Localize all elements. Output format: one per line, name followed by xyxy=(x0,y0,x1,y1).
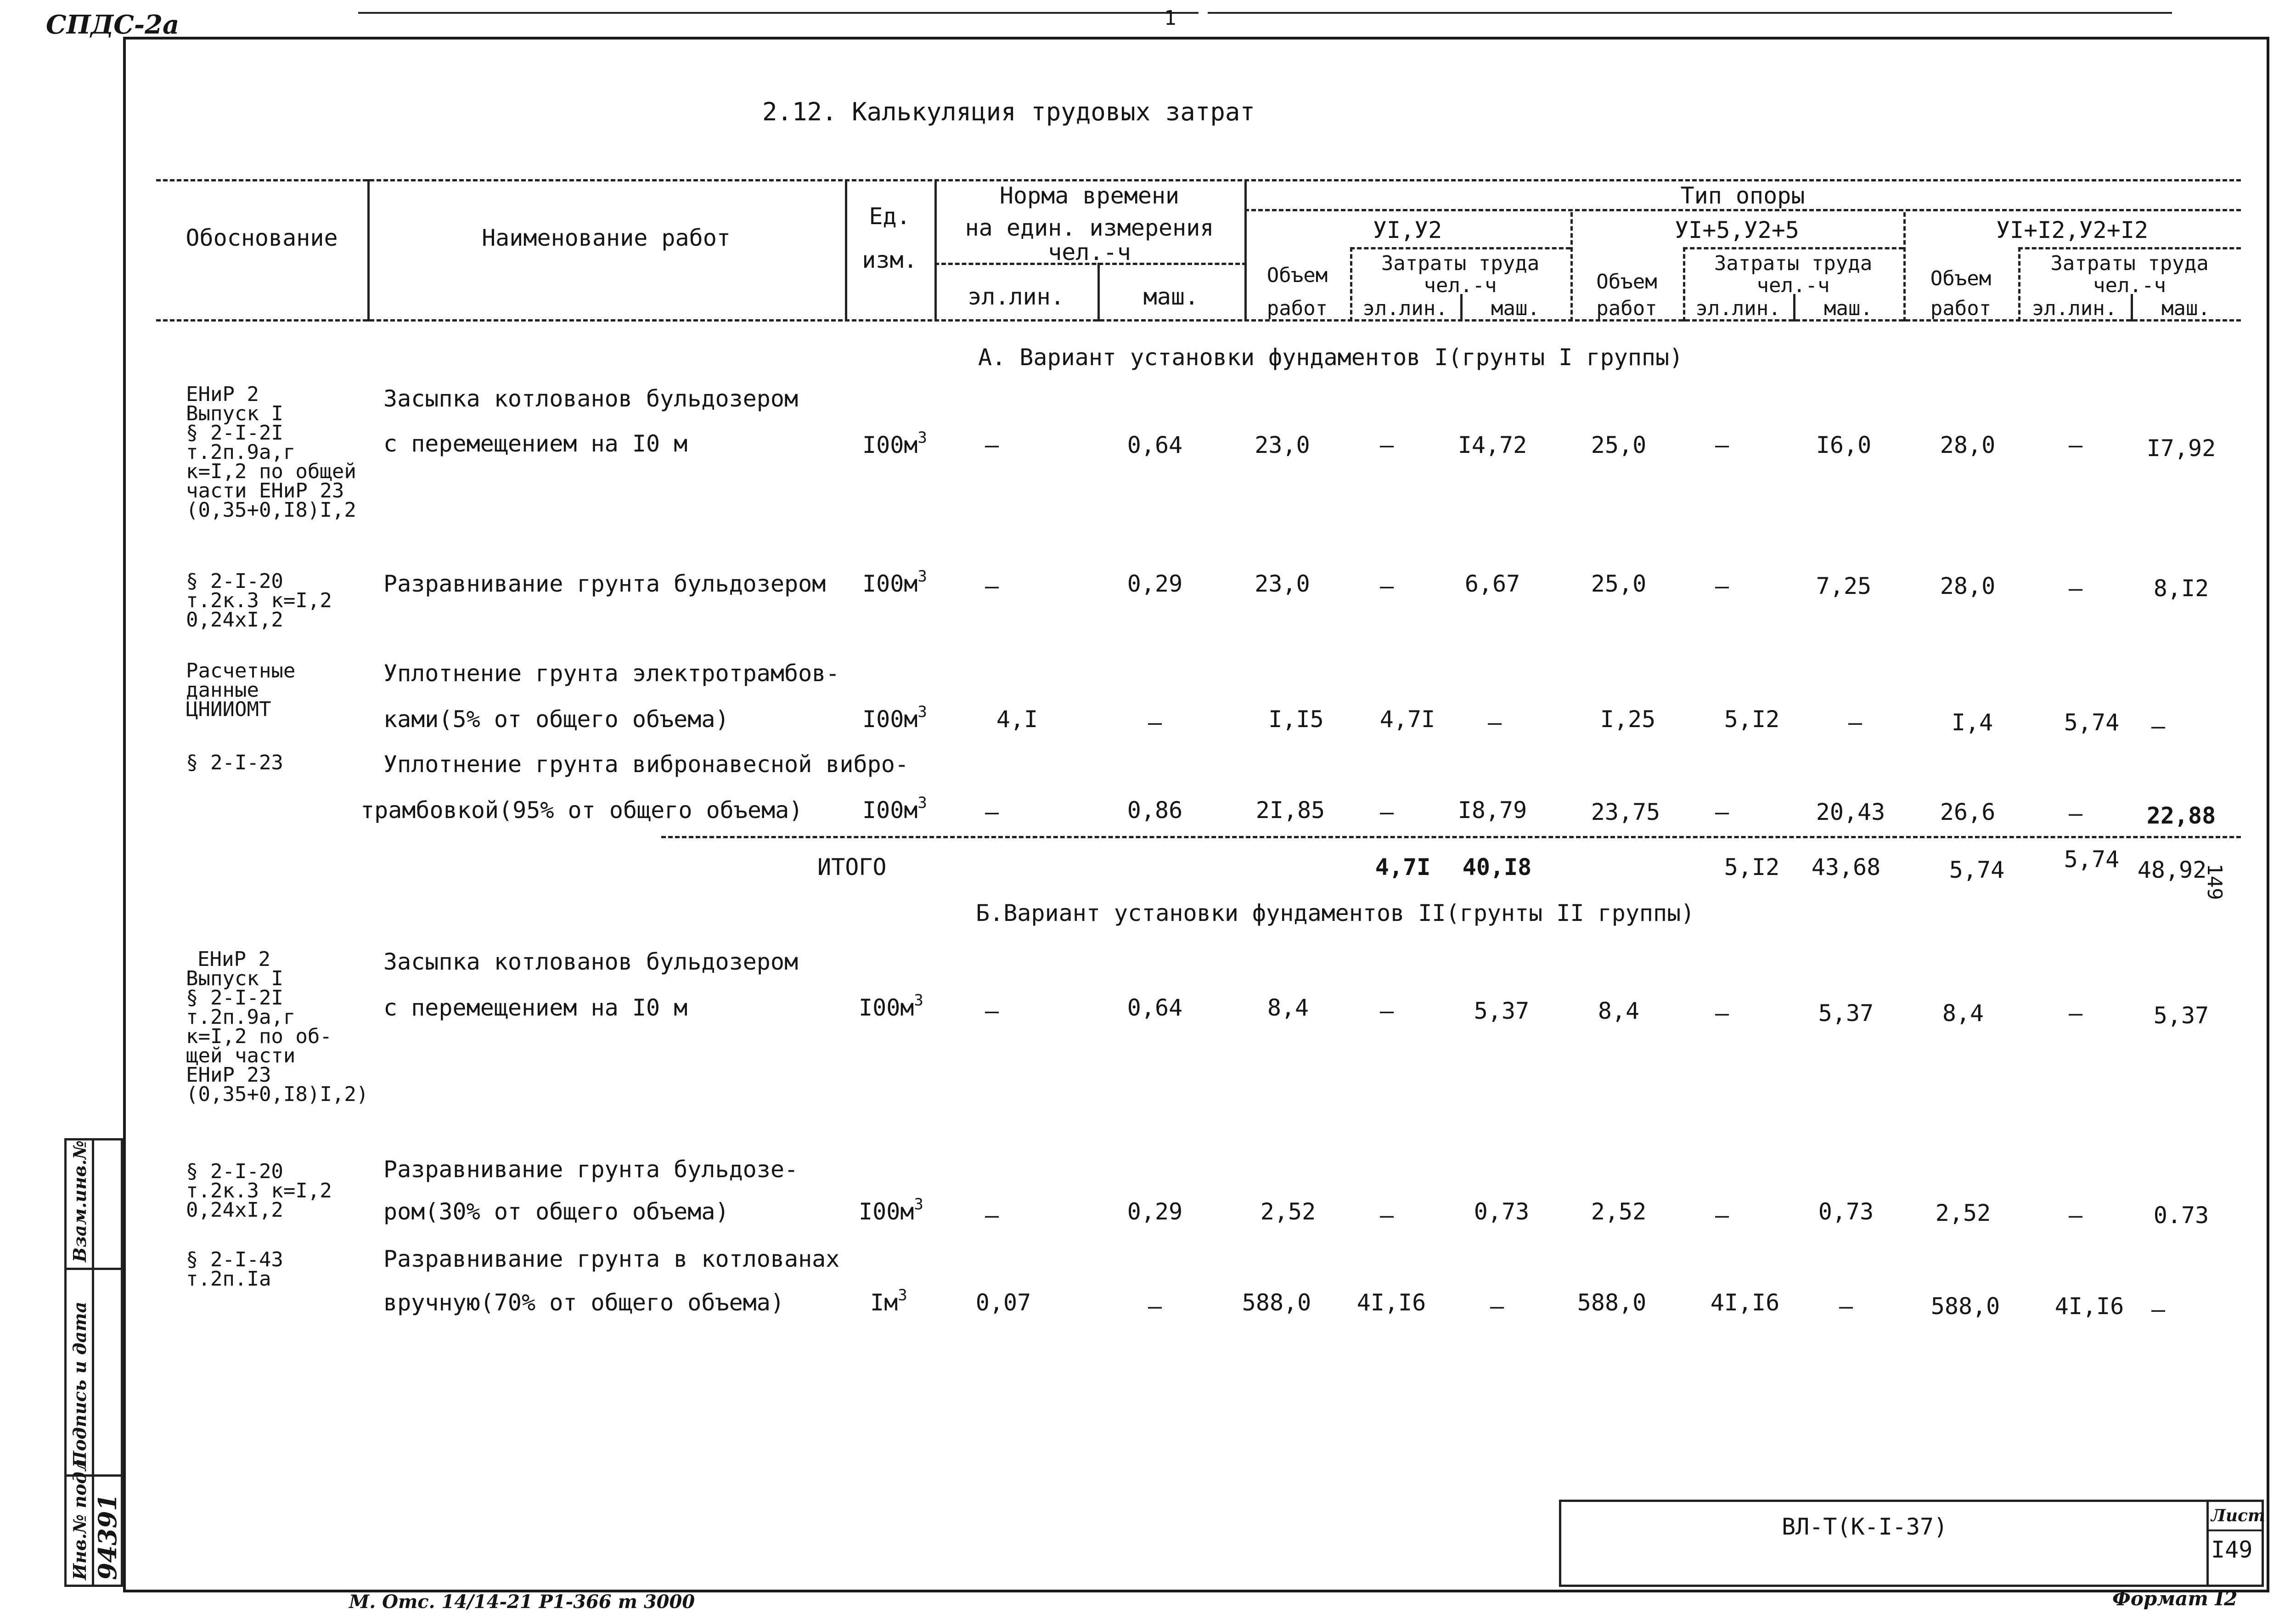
cell-norma-mash: – xyxy=(1148,709,1162,736)
sub-mash: маш. xyxy=(1824,297,1873,320)
header-top-rule xyxy=(156,179,2241,181)
basis-line: § 2-I-2I xyxy=(186,421,283,445)
cell-el-2: 4I,I6 xyxy=(1710,1289,1780,1316)
cell-el-2: – xyxy=(1715,573,1729,599)
cell-el-2: – xyxy=(1715,1000,1729,1027)
sub-el-lin: эл.лин. xyxy=(2032,297,2117,320)
basis-line: к=I,2 по об- xyxy=(186,1025,332,1048)
corner-mark: СПДС-2а xyxy=(46,10,180,40)
title-block-box xyxy=(1559,1500,2264,1587)
cell-mash-3: I7,92 xyxy=(2146,435,2216,462)
cell-el-2: – xyxy=(1715,432,1729,458)
cell-obem-1: 23,0 xyxy=(1255,432,1310,458)
cell-mash-1: 6,67 xyxy=(1464,570,1520,597)
cell-obem-1: 8,4 xyxy=(1267,994,1309,1021)
group-label-2: УI+5,У2+5 xyxy=(1675,217,1799,243)
header-bottom-rule xyxy=(156,319,2241,322)
cell-el-1: – xyxy=(1379,998,1394,1024)
itogo-mash-3: 48,92 xyxy=(2137,857,2207,883)
basis-line: § 2-I-2I xyxy=(186,986,283,1010)
cell-mash-3: 8,I2 xyxy=(2153,575,2209,602)
cell-el-3: – xyxy=(2068,1202,2083,1229)
section-a-heading: А. Вариант установки фундаментов I(грунты I группы) xyxy=(978,344,1683,371)
header-norma: Норма времени xyxy=(999,182,1180,209)
itogo-val-3: 5,74 xyxy=(1949,857,2005,883)
basis-line: 0,24хI,2 xyxy=(186,1198,283,1222)
sub-mash: маш. xyxy=(1491,297,1540,320)
cell-mash-3: – xyxy=(2151,713,2166,739)
top-edge-line-right xyxy=(1208,12,2172,14)
basis-line: Выпуск I xyxy=(186,402,283,425)
itogo-mash-1: 40,I8 xyxy=(1462,854,1532,880)
cell-el-3: – xyxy=(2068,575,2083,602)
cell-obem-1: I,I5 xyxy=(1268,706,1324,733)
side-label-podpis: Подпись и дата xyxy=(69,1301,90,1467)
cell-el-3: – xyxy=(2068,800,2083,827)
header-mash: маш. xyxy=(1143,283,1199,310)
cell-mash-2: I6,0 xyxy=(1816,432,1872,458)
cell-norma-mash: 0,29 xyxy=(1127,1198,1183,1225)
basis-line: Выпуск I xyxy=(186,967,283,990)
cell-el-3: 4I,I6 xyxy=(2054,1293,2124,1320)
header-izm: изм. xyxy=(862,247,917,273)
cell-norma-mash: 0,29 xyxy=(1127,570,1183,597)
zatraty-label: Затраты труда xyxy=(1714,252,1873,275)
zatraty-label: Затраты труда xyxy=(1381,252,1540,275)
sub-mash: маш. xyxy=(2161,297,2210,320)
basis-line: § 2-I-43 xyxy=(186,1248,283,1271)
cell-norma-el: 0,07 xyxy=(975,1289,1031,1316)
basis-line: § 2-I-20 xyxy=(186,1160,283,1183)
obem-label: работ xyxy=(1930,297,1992,320)
header-el-lin: эл.лин. xyxy=(968,283,1064,310)
group-rule-3 xyxy=(2018,247,2241,249)
unit: $I00м^3$ xyxy=(862,567,927,597)
work-name: Уплотнение грунта вибронавесной вибро- xyxy=(383,751,909,778)
cell-el-1: – xyxy=(1379,432,1394,458)
unit: $I00м^3$ xyxy=(859,1195,923,1225)
unit: $I00м^3$ xyxy=(859,991,923,1021)
group-rule-1 xyxy=(1350,247,1570,249)
cell-norma-mash: 0,64 xyxy=(1127,994,1183,1021)
cell-mash-2: 7,25 xyxy=(1816,573,1872,599)
basis-line: 0,24хI,2 xyxy=(186,608,283,632)
list-label: Лист xyxy=(2211,1506,2266,1525)
basis-line: ЕНиР 2 xyxy=(197,948,270,971)
side-label-vzam: Взам.инв.№ xyxy=(69,1140,90,1262)
cell-obem-3: 588,0 xyxy=(1930,1293,2000,1320)
title-block-list-rule xyxy=(2206,1529,2264,1531)
zatraty-unit: чел.-ч xyxy=(1424,274,1497,297)
drawing-code: ВЛ-Т(К-I-37) xyxy=(1782,1513,1948,1540)
cell-obem-3: 8,4 xyxy=(1942,1000,1984,1027)
cell-mash-3: 5,37 xyxy=(2153,1002,2209,1029)
top-edge-line xyxy=(358,12,1199,14)
col-divider xyxy=(367,179,370,322)
cell-el-2: – xyxy=(1715,1202,1729,1229)
header-ed: Ед. xyxy=(869,203,911,230)
work-name: Засыпка котлованов бульдозером xyxy=(383,948,799,975)
group-label-3: УI+I2,У2+I2 xyxy=(1996,217,2149,243)
cell-obem-1: 588,0 xyxy=(1242,1289,1311,1316)
itogo-label: ИТОГО xyxy=(817,854,887,880)
work-name: Разравнивание грунта бульдозером xyxy=(383,570,826,597)
cell-el-1: – xyxy=(1379,1202,1394,1229)
cell-mash-3: 22,88 xyxy=(2146,802,2216,829)
format-label: Формат I2 xyxy=(2112,1587,2238,1610)
itogo-rule xyxy=(661,836,2241,838)
cell-el-2: – xyxy=(1715,799,1729,825)
cell-mash-2: – xyxy=(1839,1293,1853,1320)
itogo-mash-2: 43,68 xyxy=(1811,854,1881,880)
bottom-left-stamp: М. Отс. 14/14-21 Р1-366 т 3000 xyxy=(349,1591,695,1613)
cell-obem-2: 25,0 xyxy=(1591,570,1647,597)
group-rule-2 xyxy=(1683,247,1903,249)
cell-obem-2: 2,52 xyxy=(1591,1198,1647,1225)
work-name: с перемещением на I0 м xyxy=(383,430,688,457)
title-block-split xyxy=(2206,1500,2209,1587)
basis-line: т.2п.9а,г xyxy=(186,440,296,464)
cell-el-3: – xyxy=(2068,1000,2083,1027)
itogo-el-1: 4,7I xyxy=(1375,854,1431,880)
cell-obem-1: 2I,85 xyxy=(1255,797,1325,824)
inv-number: 94391 xyxy=(93,1494,122,1580)
cell-obem-2: 588,0 xyxy=(1577,1289,1647,1316)
unit: $I00м^3$ xyxy=(862,703,927,733)
unit: $Iм^3$ xyxy=(870,1286,907,1316)
cell-el-3: 5,74 xyxy=(2064,709,2120,736)
group-label-1: УI,У2 xyxy=(1373,217,1442,243)
cell-obem-3: 28,0 xyxy=(1940,573,1996,599)
cell-norma-el: 4,I xyxy=(996,706,1038,733)
cell-norma-el: – xyxy=(985,1202,999,1229)
section-b-heading: Б.Вариант установки фундаментов II(грунты II группы) xyxy=(976,900,1695,926)
basis-line: т.2п.Iа xyxy=(186,1267,271,1291)
zatraty-label: Затраты труда xyxy=(2050,252,2209,275)
obem-label: Объем xyxy=(1596,270,1657,293)
cell-el-1: – xyxy=(1379,799,1394,825)
cell-el-1: 4I,I6 xyxy=(1356,1289,1426,1316)
cell-obem-2: 8,4 xyxy=(1598,998,1640,1024)
basis-line: ЦНИИОМТ xyxy=(186,698,271,721)
cell-mash-2: – xyxy=(1848,709,1863,736)
unit: $I00м^3$ xyxy=(862,794,927,824)
cell-mash-1: – xyxy=(1490,1293,1504,1320)
cell-el-1: – xyxy=(1379,573,1394,599)
cell-mash-2: 0,73 xyxy=(1818,1198,1874,1225)
itogo-el-2: 5,I2 xyxy=(1724,854,1780,880)
work-name: Уплотнение грунта электротрамбов- xyxy=(383,660,840,687)
work-name: с перемещением на I0 м xyxy=(383,994,688,1021)
cell-obem-3: I,4 xyxy=(1951,709,1993,736)
cell-norma-el: – xyxy=(985,799,999,825)
cell-mash-1: I4,72 xyxy=(1458,432,1527,458)
header-osnovanie: Обоснование xyxy=(186,225,338,251)
basis-line: т.2к.3 к=I,2 xyxy=(186,1179,332,1202)
basis-line: т.2п.9а,г xyxy=(186,1005,296,1029)
basis-line: (0,35+0,I8)I,2) xyxy=(186,1083,369,1106)
basis-line: § 2-I-20 xyxy=(186,570,283,593)
sub-el-lin: эл.лин. xyxy=(1695,297,1781,320)
cell-mash-1: 5,37 xyxy=(1474,998,1530,1024)
basis-line: данные xyxy=(186,678,259,702)
cell-obem-1: 23,0 xyxy=(1255,570,1310,597)
cell-mash-2: 20,43 xyxy=(1816,799,1885,825)
cell-norma-mash: 0,86 xyxy=(1127,797,1183,824)
obem-label: Объем xyxy=(1930,267,1992,290)
itogo-val-4: 5,74 xyxy=(2064,846,2120,873)
work-name: ками(5% от общего объема) xyxy=(383,706,729,733)
basis-line: части ЕНиР 23 xyxy=(186,479,344,502)
zatraty-unit: чел.-ч xyxy=(2093,274,2166,297)
basis-line: щей части xyxy=(186,1044,296,1067)
list-number: I49 xyxy=(2211,1536,2253,1563)
cell-el-1: 4,7I xyxy=(1379,706,1435,733)
obem-label: работ xyxy=(1266,297,1328,320)
work-name: вручную(70% от общего объема) xyxy=(383,1289,784,1316)
sub-el-lin: эл.лин. xyxy=(1362,297,1448,320)
cell-mash-2: 5,37 xyxy=(1818,1000,1874,1027)
side-label-inv: Инв.№ подл. xyxy=(69,1453,90,1580)
cell-el-3: – xyxy=(2068,432,2083,458)
work-name: Разравнивание грунта в котлованах xyxy=(383,1246,840,1272)
cell-mash-3: – xyxy=(2151,1296,2166,1323)
cell-el-2: 5,I2 xyxy=(1724,706,1780,733)
header-norma-unit: на един. измерения xyxy=(965,214,1214,241)
basis-line: Расчетные xyxy=(186,659,296,683)
cell-mash-3: 0.73 xyxy=(2153,1202,2209,1229)
tip-rule xyxy=(1244,209,2241,211)
unit: $I00м^3$ xyxy=(862,429,927,458)
cell-norma-mash: – xyxy=(1148,1293,1162,1320)
header-norma-chelch: чел.-ч xyxy=(1048,239,1131,265)
basis-line: (0,35+0,I8)I,2 xyxy=(186,498,356,522)
cell-obem-3: 2,52 xyxy=(1935,1200,1991,1226)
work-name: трамбовкой(95% от общего объема) xyxy=(360,797,803,824)
side-page-number: 149 xyxy=(2203,863,2226,900)
cell-mash-1: I8,79 xyxy=(1458,797,1527,824)
cell-norma-el: – xyxy=(985,432,999,458)
cell-obem-3: 28,0 xyxy=(1940,432,1996,458)
cell-obem-2: 25,0 xyxy=(1591,432,1647,458)
work-name: ром(30% от общего объема) xyxy=(383,1198,729,1225)
basis-line: т.2к.3 к=I,2 xyxy=(186,589,332,612)
cell-mash-1: – xyxy=(1487,709,1502,736)
cell-obem-3: 26,6 xyxy=(1940,799,1996,825)
cell-norma-el: – xyxy=(985,573,999,599)
basis-line: к=I,2 по общей xyxy=(186,460,356,483)
basis-line: ЕНиР 23 xyxy=(186,1063,271,1087)
header-naimenovanie: Наименование работ xyxy=(482,225,731,251)
header-tip-opory: Тип опоры xyxy=(1680,182,1805,209)
cell-obem-2: 23,75 xyxy=(1591,799,1660,825)
work-name: Разравнивание грунта бульдозе- xyxy=(383,1156,799,1183)
cell-obem-1: 2,52 xyxy=(1260,1198,1316,1225)
cell-norma-el: – xyxy=(985,998,999,1024)
obem-label: работ xyxy=(1596,297,1657,320)
top-mark: 1 xyxy=(1164,6,1176,30)
cell-mash-1: 0,73 xyxy=(1474,1198,1530,1225)
obem-label: Объем xyxy=(1266,264,1328,287)
zatraty-unit: чел.-ч xyxy=(1756,274,1830,297)
cell-obem-2: I,25 xyxy=(1600,706,1656,733)
page-title: 2.12. Калькуляция трудовых затрат xyxy=(762,97,1255,126)
work-name: Засыпка котлованов бульдозером xyxy=(383,385,799,412)
cell-norma-mash: 0,64 xyxy=(1127,432,1183,458)
basis-line: ЕНиР 2 xyxy=(186,383,259,406)
basis-line: § 2-I-23 xyxy=(186,751,283,774)
